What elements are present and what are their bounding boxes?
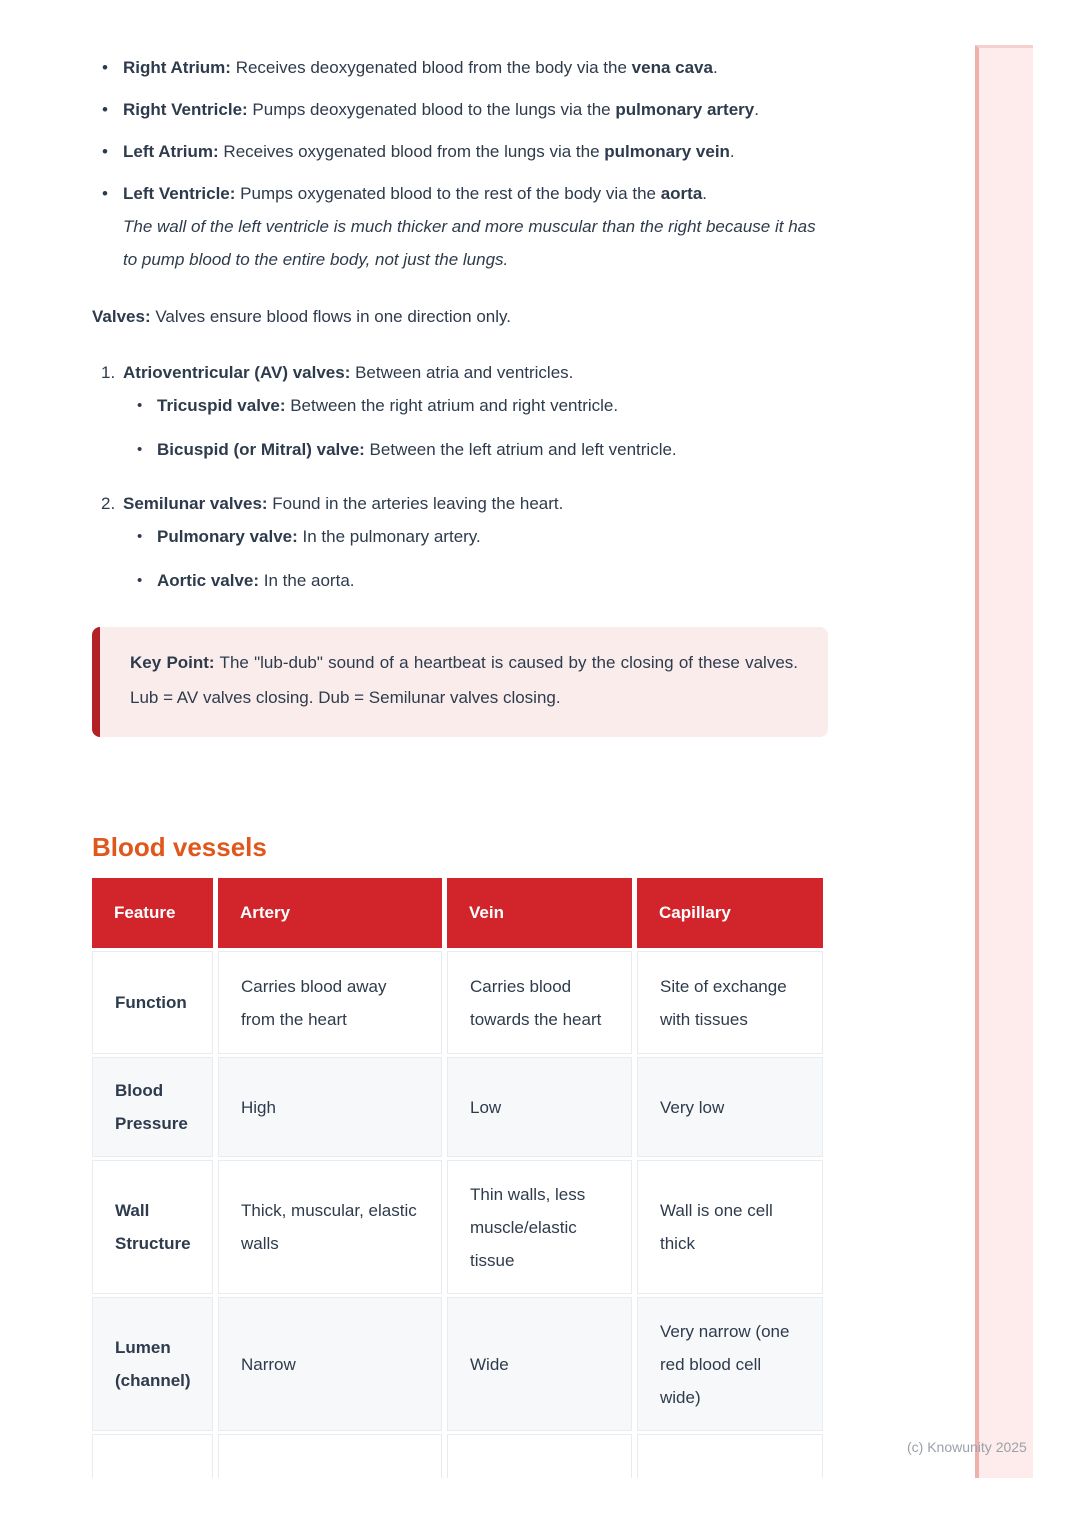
valves-intro bbox=[92, 300, 828, 333]
list-item bbox=[92, 93, 828, 126]
heart-chambers-list bbox=[92, 51, 828, 276]
column-header-artery: Artery bbox=[218, 878, 442, 948]
item-text: Valves ensure blood flows in one direction only. bbox=[150, 307, 511, 326]
term-emphasis: pulmonary artery bbox=[615, 100, 755, 119]
list-item bbox=[92, 356, 828, 466]
table-cell: Carries blood away from the heart bbox=[218, 951, 442, 1054]
copyright-text: (c) Knowunity 2025 bbox=[907, 1439, 1027, 1455]
blood-vessels-table-container bbox=[87, 875, 834, 1478]
item-text: Between atria and ventricles. bbox=[350, 363, 574, 382]
table-cell: Carries blood towards the heart bbox=[447, 951, 632, 1054]
table-cell: Thick, muscular, elastic walls bbox=[218, 1160, 442, 1294]
term-label: Tricuspid valve: bbox=[157, 396, 286, 415]
list-item bbox=[123, 520, 828, 553]
item-text: Between the right atrium and right ventricle. bbox=[285, 396, 619, 415]
term-label: Right Ventricle: bbox=[123, 100, 248, 119]
term-emphasis: aorta bbox=[660, 184, 703, 203]
column-header-vein: Vein bbox=[447, 878, 632, 948]
list-item bbox=[92, 487, 828, 597]
term-label: Atrioventricular (AV) valves: bbox=[123, 363, 351, 382]
term-emphasis: pulmonary vein bbox=[604, 142, 730, 161]
table-header-row bbox=[92, 878, 823, 948]
key-point-text: The "lub-dub" sound of a heartbeat is caused by the closing of these valves. Lub = AV valves closing. Dub = Semilunar valves closing. bbox=[130, 653, 799, 707]
table-row bbox=[92, 1057, 823, 1157]
notes-text-block bbox=[92, 51, 828, 737]
row-label: Lumen (channel) bbox=[92, 1297, 213, 1431]
table-row bbox=[92, 951, 823, 1054]
item-text: Pumps oxygenated blood to the rest of the body via the bbox=[235, 184, 661, 203]
table-cell: Low bbox=[447, 1057, 632, 1157]
italic-note: The wall of the left ventricle is much thicker and more muscular than the right because it has to pump blood to the entire body, not just the lungs. bbox=[123, 217, 816, 269]
sub-list bbox=[123, 520, 828, 597]
term-label: Aortic valve: bbox=[157, 571, 260, 590]
item-text: Receives oxygenated blood from the lungs via the bbox=[218, 142, 605, 161]
term-label: Left Ventricle: bbox=[123, 184, 236, 203]
list-item bbox=[92, 177, 828, 276]
sub-list bbox=[123, 389, 828, 466]
row-label: Function bbox=[92, 951, 213, 1054]
item-text: In the aorta. bbox=[259, 571, 355, 590]
term-label: Left Atrium: bbox=[123, 142, 219, 161]
table-cell-empty bbox=[218, 1434, 442, 1478]
list-item bbox=[92, 51, 828, 84]
item-text: In the pulmonary artery. bbox=[297, 527, 481, 546]
row-label: Blood Pressure bbox=[92, 1057, 213, 1157]
item-text: Found in the arteries leaving the heart. bbox=[267, 494, 564, 513]
term-label: Bicuspid (or Mitral) valve: bbox=[157, 440, 365, 459]
blood-vessels-table bbox=[87, 875, 828, 1478]
table-cell: Narrow bbox=[218, 1297, 442, 1431]
table-cell: Thin walls, less muscle/elastic tissue bbox=[447, 1160, 632, 1294]
table-cell: Very narrow (one red blood cell wide) bbox=[637, 1297, 823, 1431]
column-header-capillary: Capillary bbox=[637, 878, 823, 948]
list-item bbox=[92, 135, 828, 168]
table-cell-empty bbox=[637, 1434, 823, 1478]
table-cell-empty bbox=[447, 1434, 632, 1478]
item-text: . bbox=[754, 100, 759, 119]
table-cell: Very low bbox=[637, 1057, 823, 1157]
table-cell: Site of exchange with tissues bbox=[637, 951, 823, 1054]
list-item bbox=[123, 433, 828, 466]
table-cell: Wide bbox=[447, 1297, 632, 1431]
table-row bbox=[92, 1297, 823, 1431]
key-point-callout bbox=[92, 627, 828, 737]
table-cell: Wall is one cell thick bbox=[637, 1160, 823, 1294]
table-cell-empty bbox=[92, 1434, 213, 1478]
list-item bbox=[123, 389, 828, 422]
item-text: Receives deoxygenated blood from the body via the bbox=[230, 58, 632, 77]
list-item bbox=[123, 564, 828, 597]
column-header-feature: Feature bbox=[92, 878, 213, 948]
term-label: Right Atrium: bbox=[123, 58, 231, 77]
term-label: Semilunar valves: bbox=[123, 494, 268, 513]
page-margin-strip bbox=[975, 45, 1033, 1478]
term-emphasis: vena cava bbox=[631, 58, 713, 77]
key-point-label: Key Point: bbox=[130, 653, 215, 672]
item-text: . bbox=[702, 184, 708, 203]
term-label: Pulmonary valve: bbox=[157, 527, 298, 546]
item-text: Pumps deoxygenated blood to the lungs via the bbox=[247, 100, 616, 119]
item-text: . bbox=[729, 142, 735, 161]
item-text: . bbox=[712, 58, 718, 77]
row-label: Wall Structure bbox=[92, 1160, 213, 1294]
table-cell: High bbox=[218, 1057, 442, 1157]
item-text: Between the left atrium and left ventricle. bbox=[364, 440, 677, 459]
valve-types-list bbox=[92, 356, 828, 597]
term-label: Valves: bbox=[92, 307, 151, 326]
section-heading-blood-vessels: Blood vessels bbox=[92, 831, 267, 862]
table-row bbox=[92, 1160, 823, 1294]
table-row-clipped bbox=[92, 1434, 823, 1478]
